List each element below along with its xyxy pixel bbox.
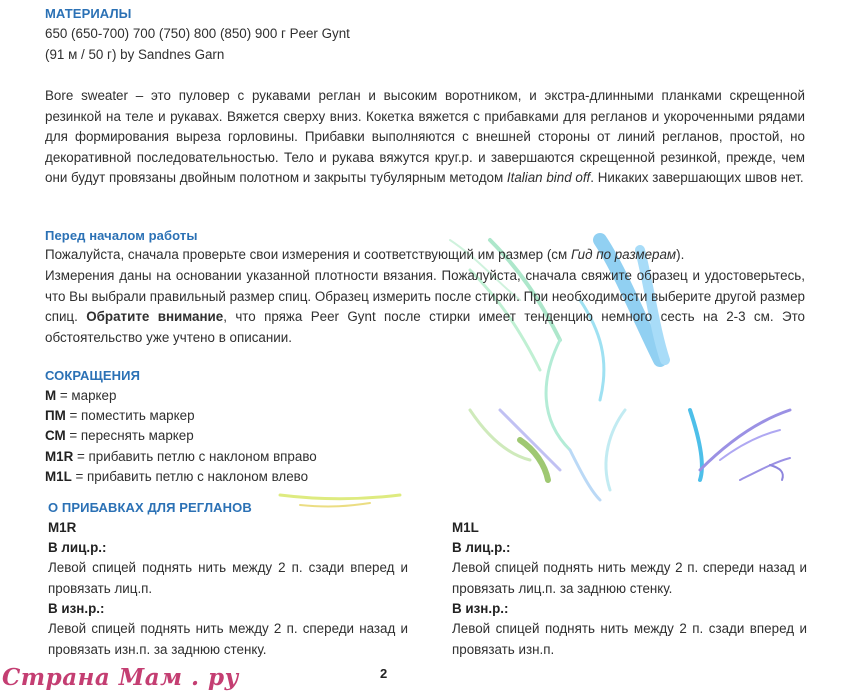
before-start-p2-end: , что пряжа Peer Gynt после стирки имеет тенденцию немного сесть на 2-3 см. Это обстоятельство уже учтено в описании. (45, 309, 805, 345)
m1r-knit-text: Левой спицей поднять нить между 2 п. сзади вперед и провязать лиц.п. (48, 560, 408, 596)
before-start-p1-start: Пожалуйста, сначала проверьте свои измерения и соответствующий им размер (см (45, 247, 571, 262)
intro-italic-term: Italian bind off (506, 170, 591, 185)
abbreviation-key: M1R (45, 448, 74, 464)
m1r-title: M1R (48, 520, 77, 535)
abbreviation-desc: = прибавить петлю с наклоном влево (71, 468, 309, 484)
page-number: 2 (380, 666, 388, 681)
raglan-m1l-column (452, 518, 807, 660)
abbreviation-desc: = прибавить петлю с наклоном вправо (73, 448, 317, 464)
abbreviation-item (45, 406, 445, 426)
m1r-knit-label: В лиц.р.: (48, 540, 107, 555)
before-start-p2-start: Измерения даны на основании указанной плотности вязания. Пожалуйста, сначала свяжите образец и удостоверьтесь, что Вы выбрали правильный размер спиц. Образец измерить после стирки. При необходимости выберите другой размер спиц. (45, 268, 805, 324)
size-guide-reference: Гид по размерам (570, 247, 677, 262)
abbreviation-key: ПМ (45, 408, 66, 424)
before-start-heading: Перед началом работы (45, 228, 198, 243)
materials-line2: (91 м / 50 г) by Sandnes Garn (45, 46, 225, 62)
m1l-knit-label: В лиц.р.: (452, 540, 511, 555)
materials-text (45, 24, 805, 65)
raglan-heading: О ПРИБАВКАХ ДЛЯ РЕГЛАНОВ (48, 500, 252, 515)
intro-paragraph (45, 86, 805, 189)
raglan-m1r-column (48, 518, 408, 660)
m1l-purl-text: Левой спицей поднять нить между 2 п. сзади вперед и провязать изн.п. (452, 621, 807, 657)
abbreviation-item (45, 386, 445, 406)
materials-line1: 650 (650-700) 700 (750) 800 (850) 900 г Peer Gynt (45, 26, 350, 41)
site-watermark: Страна Мам . ру (2, 664, 239, 691)
before-start-p1 (45, 245, 805, 266)
attention-note: Обратите внимание (86, 309, 224, 324)
abbreviation-item (45, 447, 445, 467)
m1r-purl-label: В изн.р.: (48, 601, 105, 616)
m1l-knit-text: Левой спицей поднять нить между 2 п. спереди назад и провязать лиц.п. за заднюю стенку. (452, 560, 807, 596)
m1l-title: M1L (452, 520, 479, 535)
abbreviation-desc: = переснять маркер (65, 428, 194, 444)
abbreviation-item (45, 426, 445, 446)
before-start-p2 (45, 266, 805, 348)
intro-text: Bore sweater – это пуловер с рукавами реглан и высоким воротником, и экстра-длинными планками скрещенной резинкой на теле и рукавах. Вяжется сверху вниз. Кокетка вяжется с прибавками для регланов и укороченными рядами для формирования выреза горловины. Прибавки выполняются с внешней стороны от линий регланов, простой, но декоративной последовательностью. Тело и рукава вяжутся круг.р. и завершаются скрещенной резинкой, прежде, чем они будут провязаны двойным полотном и закрыты тубулярным методом (45, 88, 805, 185)
abbreviations-list (45, 386, 445, 487)
before-start-p1-end: ). (676, 247, 685, 262)
intro-text-end: . Никаких завершающих швов нет. (590, 170, 804, 185)
abbreviation-key: М (45, 388, 57, 403)
abbreviations-heading: СОКРАЩЕНИЯ (45, 368, 141, 383)
abbreviation-desc: = поместить маркер (65, 408, 195, 424)
m1l-purl-label: В изн.р.: (452, 601, 509, 616)
abbreviation-key: СМ (45, 428, 66, 444)
abbreviation-key: M1L (45, 468, 72, 484)
abbreviation-item (45, 467, 445, 487)
materials-heading: МАТЕРИАЛЫ (45, 6, 132, 21)
abbreviation-desc: = маркер (56, 388, 117, 403)
m1r-purl-text: Левой спицей поднять нить между 2 п. спереди назад и провязать изн.п. за заднюю стенку. (48, 621, 408, 657)
